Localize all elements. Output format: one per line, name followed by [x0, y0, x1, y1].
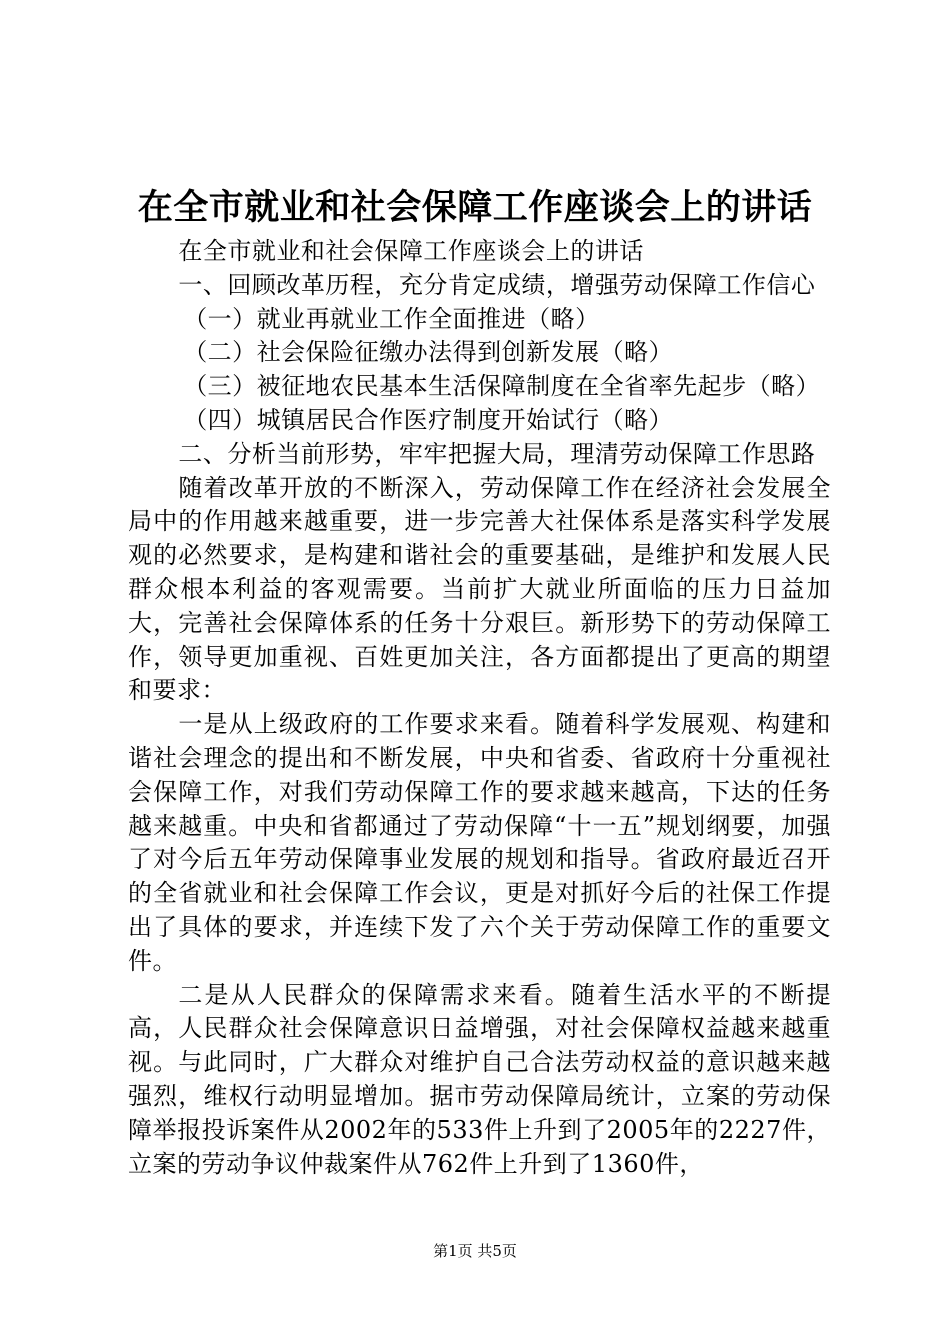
document-body	[128, 235, 831, 1181]
paragraph-item-3: （三）被征地农民基本生活保障制度在全省率先起步（略）	[183, 372, 821, 401]
paragraph-body: 一是从上级政府的工作要求来看。随着科学发展观、构建和谐社会理念的提出和不断发展，中央和省委、省政府十分重视社会保障工作，对我们劳动保障工作的要求越来越高，下达的任务越来越重。中央和省都通过了劳动保障“十一五”规划纲要，加强了对今后五年劳动保障事业发展的规划和指导。省政府最近召开的全省就业和社会保障工作会议，更是对抓好今后的社保工作提出了具体的要求，并连续下发了六个关于劳动保障工作的重要文件。	[128, 710, 831, 975]
paragraph-item-4: （四）城镇居民合作医疗制度开始试行（略）	[183, 405, 674, 434]
paragraph-body: 二是从人民群众的保障需求来看。随着生活水平的不断提高，人民群众社会保障意识日益增强，对社会保障权益越来越重视。与此同时，广大群众对维护自己合法劳动权益的意识越来越强烈，维权行动明显增加。据市劳动保障局统计，立案的劳动保障举报投诉案件从2002年的533件上升到了2005年的2227件，立案的劳动争议仲裁案件从762件上升到了1360件，	[128, 980, 831, 1178]
paragraph-heading: 在全市就业和社会保障工作座谈会上的讲话	[178, 237, 644, 265]
paragraph-item-1: （一）就业再就业工作全面推进（略）	[183, 304, 600, 333]
paragraph-body: 随着改革开放的不断深入，劳动保障工作在经济社会发展全局中的作用越来越重要，进一步完善大社保体系是落实科学发展观的必然要求，是构建和谐社会的重要基础，是维护和发展人民群众根本利益的客观需要。当前扩大就业所面临的压力日益加大，完善社会保障体系的任务十分艰巨。新形势下的劳动保障工作，领导更加重视、百姓更加关注，各方面都提出了更高的期望和要求：	[128, 473, 831, 705]
paragraph-item-2: （二）社会保险征缴办法得到创新发展（略）	[183, 338, 674, 367]
document-title: 在全市就业和社会保障工作座谈会上的讲话	[137, 188, 813, 228]
page-number-footer: 第1页 共5页	[433, 1242, 517, 1260]
paragraph-section-2: 二、分析当前形势，牢牢把握大局，理清劳动保障工作思路	[178, 439, 816, 468]
paragraph-section-1: 一、回顾改革历程，充分肯定成绩，增强劳动保障工作信心	[178, 270, 816, 299]
